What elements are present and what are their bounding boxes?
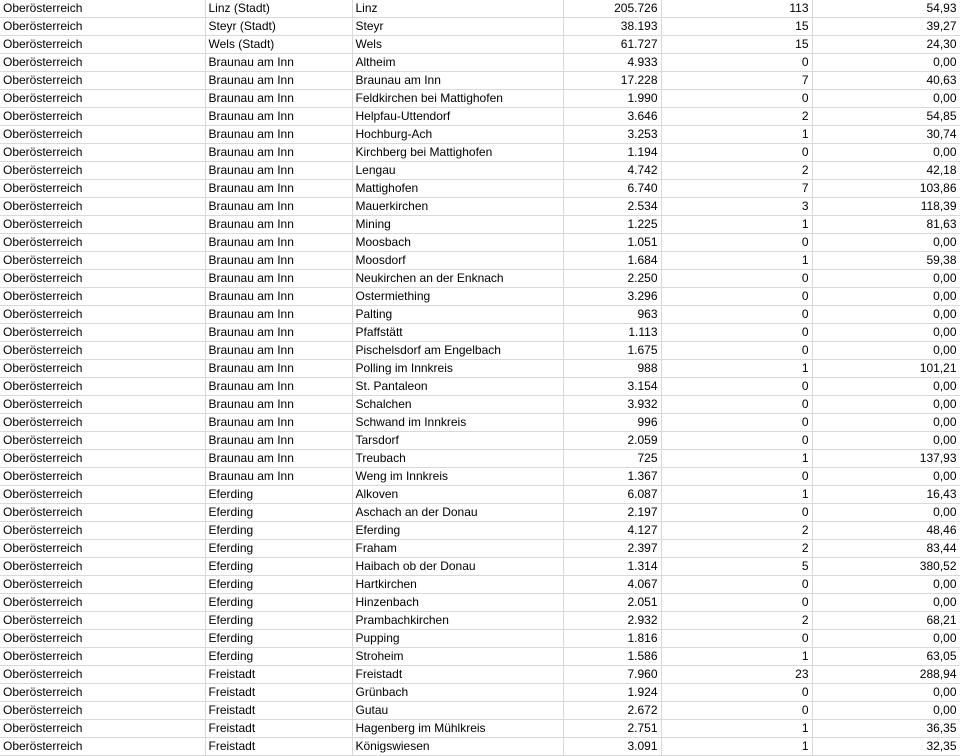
table-row [0, 216, 960, 234]
state-cell[interactable]: Oberösterreich [0, 36, 205, 54]
municipality-cell[interactable]: Stroheim [352, 648, 563, 666]
rate-cell[interactable]: 0,00 [812, 288, 960, 306]
municipality-cell[interactable]: Steyr [352, 18, 563, 36]
state-cell[interactable]: Oberösterreich [0, 522, 205, 540]
count-cell[interactable]: 15 [661, 18, 812, 36]
count-cell[interactable]: 2 [661, 162, 812, 180]
state-cell[interactable]: Oberösterreich [0, 72, 205, 90]
table-row [0, 414, 960, 432]
district-cell[interactable]: Eferding [205, 630, 352, 648]
table-row [0, 18, 960, 36]
rate-cell[interactable]: 118,39 [812, 198, 960, 216]
table-row [0, 288, 960, 306]
municipality-cell[interactable]: Polling im Innkreis [352, 360, 563, 378]
table-row [0, 180, 960, 198]
municipality-cell[interactable]: Linz [352, 0, 563, 18]
population-cell[interactable]: 1.367 [563, 468, 661, 486]
district-cell[interactable]: Freistadt [205, 738, 352, 756]
population-cell[interactable]: 2.672 [563, 702, 661, 720]
state-cell[interactable]: Oberösterreich [0, 576, 205, 594]
state-cell[interactable]: Oberösterreich [0, 180, 205, 198]
district-cell[interactable]: Braunau am Inn [205, 306, 352, 324]
district-cell[interactable]: Eferding [205, 594, 352, 612]
municipality-cell[interactable]: Moosbach [352, 234, 563, 252]
table-row [0, 522, 960, 540]
municipality-cell[interactable]: Feldkirchen bei Mattighofen [352, 90, 563, 108]
count-cell[interactable]: 2 [661, 612, 812, 630]
state-cell[interactable]: Oberösterreich [0, 504, 205, 522]
population-cell[interactable]: 725 [563, 450, 661, 468]
count-cell[interactable]: 0 [661, 270, 812, 288]
rate-cell[interactable]: 103,86 [812, 180, 960, 198]
rate-cell[interactable]: 0,00 [812, 576, 960, 594]
rate-cell[interactable]: 83,44 [812, 540, 960, 558]
count-cell[interactable]: 0 [661, 468, 812, 486]
table-row [0, 486, 960, 504]
municipality-cell[interactable]: Eferding [352, 522, 563, 540]
count-cell[interactable]: 0 [661, 288, 812, 306]
district-cell[interactable]: Braunau am Inn [205, 270, 352, 288]
state-cell[interactable]: Oberösterreich [0, 720, 205, 738]
table-row [0, 54, 960, 72]
rate-cell[interactable]: 0,00 [812, 306, 960, 324]
table-row [0, 162, 960, 180]
table-row [0, 468, 960, 486]
district-cell[interactable]: Braunau am Inn [205, 450, 352, 468]
rate-cell[interactable]: 40,63 [812, 72, 960, 90]
district-cell[interactable]: Braunau am Inn [205, 162, 352, 180]
rate-cell[interactable]: 0,00 [812, 342, 960, 360]
state-cell[interactable]: Oberösterreich [0, 378, 205, 396]
state-cell[interactable]: Oberösterreich [0, 18, 205, 36]
count-cell[interactable]: 113 [661, 0, 812, 18]
rate-cell[interactable]: 39,27 [812, 18, 960, 36]
count-cell[interactable]: 0 [661, 630, 812, 648]
population-cell[interactable]: 3.932 [563, 396, 661, 414]
state-cell[interactable]: Oberösterreich [0, 540, 205, 558]
rate-cell[interactable]: 63,05 [812, 648, 960, 666]
municipality-cell[interactable]: Alkoven [352, 486, 563, 504]
district-cell[interactable]: Eferding [205, 522, 352, 540]
rate-cell[interactable]: 0,00 [812, 396, 960, 414]
rate-cell[interactable]: 0,00 [812, 630, 960, 648]
district-cell[interactable]: Braunau am Inn [205, 396, 352, 414]
district-cell[interactable]: Braunau am Inn [205, 144, 352, 162]
district-cell[interactable]: Braunau am Inn [205, 432, 352, 450]
district-cell[interactable]: Wels (Stadt) [205, 36, 352, 54]
state-cell[interactable]: Oberösterreich [0, 306, 205, 324]
state-cell[interactable]: Oberösterreich [0, 468, 205, 486]
count-cell[interactable]: 2 [661, 108, 812, 126]
district-cell[interactable]: Eferding [205, 612, 352, 630]
population-cell[interactable]: 4.067 [563, 576, 661, 594]
population-cell[interactable]: 4.127 [563, 522, 661, 540]
state-cell[interactable]: Oberösterreich [0, 648, 205, 666]
rate-cell[interactable]: 16,43 [812, 486, 960, 504]
count-cell[interactable]: 7 [661, 180, 812, 198]
population-cell[interactable]: 1.225 [563, 216, 661, 234]
state-cell[interactable]: Oberösterreich [0, 486, 205, 504]
municipality-cell[interactable]: Mauerkirchen [352, 198, 563, 216]
district-cell[interactable]: Braunau am Inn [205, 234, 352, 252]
table-row [0, 360, 960, 378]
population-cell[interactable]: 1.113 [563, 324, 661, 342]
rate-cell[interactable]: 0,00 [812, 324, 960, 342]
state-cell[interactable]: Oberösterreich [0, 108, 205, 126]
municipality-cell[interactable]: Königswiesen [352, 738, 563, 756]
district-cell[interactable]: Freistadt [205, 702, 352, 720]
table-row [0, 144, 960, 162]
state-cell[interactable]: Oberösterreich [0, 450, 205, 468]
rate-cell[interactable]: 42,18 [812, 162, 960, 180]
rate-cell[interactable]: 30,74 [812, 126, 960, 144]
state-cell[interactable]: Oberösterreich [0, 216, 205, 234]
district-cell[interactable]: Braunau am Inn [205, 108, 352, 126]
municipality-cell[interactable]: Pischelsdorf am Engelbach [352, 342, 563, 360]
district-cell[interactable]: Braunau am Inn [205, 54, 352, 72]
district-cell[interactable]: Freistadt [205, 720, 352, 738]
table-row [0, 594, 960, 612]
population-cell[interactable]: 1.684 [563, 252, 661, 270]
table-row [0, 450, 960, 468]
municipality-cell[interactable]: Hochburg-Ach [352, 126, 563, 144]
rate-cell[interactable]: 54,93 [812, 0, 960, 18]
district-cell[interactable]: Braunau am Inn [205, 180, 352, 198]
district-cell[interactable]: Eferding [205, 540, 352, 558]
population-cell[interactable]: 996 [563, 414, 661, 432]
municipality-cell[interactable]: Neukirchen an der Enknach [352, 270, 563, 288]
municipality-cell[interactable]: Haibach ob der Donau [352, 558, 563, 576]
rate-cell[interactable]: 48,46 [812, 522, 960, 540]
municipality-cell[interactable]: Mattighofen [352, 180, 563, 198]
population-cell[interactable]: 3.296 [563, 288, 661, 306]
district-cell[interactable]: Braunau am Inn [205, 378, 352, 396]
count-cell[interactable]: 0 [661, 432, 812, 450]
municipality-cell[interactable]: Altheim [352, 54, 563, 72]
table-row [0, 540, 960, 558]
district-cell[interactable]: Eferding [205, 486, 352, 504]
count-cell[interactable]: 0 [661, 342, 812, 360]
district-cell[interactable]: Braunau am Inn [205, 216, 352, 234]
count-cell[interactable]: 0 [661, 324, 812, 342]
table-row [0, 702, 960, 720]
population-cell[interactable]: 1.586 [563, 648, 661, 666]
table-row [0, 630, 960, 648]
rate-cell[interactable]: 0,00 [812, 54, 960, 72]
count-cell[interactable]: 1 [661, 486, 812, 504]
table-row [0, 576, 960, 594]
state-cell[interactable]: Oberösterreich [0, 324, 205, 342]
municipality-cell[interactable]: Tarsdorf [352, 432, 563, 450]
count-cell[interactable]: 0 [661, 504, 812, 522]
district-cell[interactable]: Braunau am Inn [205, 360, 352, 378]
population-cell[interactable]: 3.154 [563, 378, 661, 396]
table-row [0, 72, 960, 90]
state-cell[interactable]: Oberösterreich [0, 288, 205, 306]
district-cell[interactable]: Eferding [205, 576, 352, 594]
population-cell[interactable]: 4.933 [563, 54, 661, 72]
municipality-cell[interactable]: Weng im Innkreis [352, 468, 563, 486]
rate-cell[interactable]: 288,94 [812, 666, 960, 684]
rate-cell[interactable]: 137,93 [812, 450, 960, 468]
municipality-cell[interactable]: Ostermiething [352, 288, 563, 306]
population-cell[interactable]: 3.091 [563, 738, 661, 756]
count-cell[interactable]: 0 [661, 576, 812, 594]
rate-cell[interactable]: 0,00 [812, 378, 960, 396]
table-row [0, 306, 960, 324]
count-cell[interactable]: 0 [661, 90, 812, 108]
municipality-cell[interactable]: Helpfau-Uttendorf [352, 108, 563, 126]
rate-cell[interactable]: 0,00 [812, 504, 960, 522]
population-cell[interactable]: 963 [563, 306, 661, 324]
municipality-cell[interactable]: Freistadt [352, 666, 563, 684]
rate-cell[interactable]: 101,21 [812, 360, 960, 378]
population-cell[interactable]: 38.193 [563, 18, 661, 36]
rate-cell[interactable]: 0,00 [812, 702, 960, 720]
population-cell[interactable]: 1.675 [563, 342, 661, 360]
municipality-cell[interactable]: Hagenberg im Mühlkreis [352, 720, 563, 738]
population-cell[interactable]: 6.087 [563, 486, 661, 504]
district-cell[interactable]: Braunau am Inn [205, 72, 352, 90]
state-cell[interactable]: Oberösterreich [0, 162, 205, 180]
population-cell[interactable]: 1.924 [563, 684, 661, 702]
state-cell[interactable]: Oberösterreich [0, 630, 205, 648]
table-row [0, 252, 960, 270]
table-row [0, 270, 960, 288]
municipality-cell[interactable]: Treubach [352, 450, 563, 468]
population-cell[interactable]: 1.816 [563, 630, 661, 648]
count-cell[interactable]: 1 [661, 738, 812, 756]
rate-cell[interactable]: 59,38 [812, 252, 960, 270]
municipality-cell[interactable]: Gutau [352, 702, 563, 720]
municipality-cell[interactable]: Hartkirchen [352, 576, 563, 594]
count-cell[interactable]: 1 [661, 216, 812, 234]
count-cell[interactable]: 7 [661, 72, 812, 90]
table-row [0, 558, 960, 576]
state-cell[interactable]: Oberösterreich [0, 234, 205, 252]
district-cell[interactable]: Braunau am Inn [205, 252, 352, 270]
state-cell[interactable]: Oberösterreich [0, 396, 205, 414]
municipality-cell[interactable]: Aschach an der Donau [352, 504, 563, 522]
state-cell[interactable]: Oberösterreich [0, 558, 205, 576]
municipality-cell[interactable]: Hinzenbach [352, 594, 563, 612]
population-cell[interactable]: 2.059 [563, 432, 661, 450]
rate-cell[interactable]: 380,52 [812, 558, 960, 576]
population-cell[interactable]: 2.250 [563, 270, 661, 288]
population-cell[interactable]: 1.314 [563, 558, 661, 576]
population-cell[interactable]: 61.727 [563, 36, 661, 54]
count-cell[interactable]: 0 [661, 414, 812, 432]
district-cell[interactable]: Braunau am Inn [205, 324, 352, 342]
table-row [0, 108, 960, 126]
state-cell[interactable]: Oberösterreich [0, 414, 205, 432]
municipality-cell[interactable]: Schalchen [352, 396, 563, 414]
district-cell[interactable]: Eferding [205, 648, 352, 666]
population-cell[interactable]: 1.990 [563, 90, 661, 108]
municipality-cell[interactable]: Schwand im Innkreis [352, 414, 563, 432]
population-cell[interactable]: 2.197 [563, 504, 661, 522]
district-cell[interactable]: Steyr (Stadt) [205, 18, 352, 36]
municipality-cell[interactable]: St. Pantaleon [352, 378, 563, 396]
municipality-cell[interactable]: Fraham [352, 540, 563, 558]
table-row [0, 666, 960, 684]
count-cell[interactable]: 0 [661, 234, 812, 252]
count-cell[interactable]: 2 [661, 522, 812, 540]
population-cell[interactable]: 2.051 [563, 594, 661, 612]
municipality-cell[interactable]: Moosdorf [352, 252, 563, 270]
table-row [0, 234, 960, 252]
state-cell[interactable]: Oberösterreich [0, 360, 205, 378]
count-cell[interactable]: 15 [661, 36, 812, 54]
count-cell[interactable]: 1 [661, 360, 812, 378]
district-cell[interactable]: Braunau am Inn [205, 342, 352, 360]
rate-cell[interactable]: 0,00 [812, 90, 960, 108]
count-cell[interactable]: 1 [661, 648, 812, 666]
state-cell[interactable]: Oberösterreich [0, 666, 205, 684]
district-cell[interactable]: Freistadt [205, 684, 352, 702]
district-cell[interactable]: Braunau am Inn [205, 414, 352, 432]
table-row [0, 0, 960, 18]
rate-cell[interactable]: 54,85 [812, 108, 960, 126]
count-cell[interactable]: 23 [661, 666, 812, 684]
table-row [0, 612, 960, 630]
state-cell[interactable]: Oberösterreich [0, 144, 205, 162]
rate-cell[interactable]: 0,00 [812, 468, 960, 486]
count-cell[interactable]: 1 [661, 252, 812, 270]
municipality-cell[interactable]: Wels [352, 36, 563, 54]
count-cell[interactable]: 1 [661, 450, 812, 468]
rate-cell[interactable]: 24,30 [812, 36, 960, 54]
state-cell[interactable]: Oberösterreich [0, 0, 205, 18]
table-row [0, 684, 960, 702]
table-row [0, 90, 960, 108]
table-row [0, 738, 960, 756]
municipality-cell[interactable]: Grünbach [352, 684, 563, 702]
state-cell[interactable]: Oberösterreich [0, 126, 205, 144]
table-row [0, 126, 960, 144]
state-cell[interactable]: Oberösterreich [0, 702, 205, 720]
rate-cell[interactable]: 0,00 [812, 414, 960, 432]
municipality-cell[interactable]: Palting [352, 306, 563, 324]
count-cell[interactable]: 0 [661, 306, 812, 324]
population-cell[interactable]: 1.194 [563, 144, 661, 162]
table-row [0, 342, 960, 360]
district-cell[interactable]: Braunau am Inn [205, 126, 352, 144]
count-cell[interactable]: 0 [661, 378, 812, 396]
state-cell[interactable]: Oberösterreich [0, 684, 205, 702]
state-cell[interactable]: Oberösterreich [0, 54, 205, 72]
table-row [0, 504, 960, 522]
count-cell[interactable]: 0 [661, 702, 812, 720]
count-cell[interactable]: 1 [661, 720, 812, 738]
population-cell[interactable]: 1.051 [563, 234, 661, 252]
state-cell[interactable]: Oberösterreich [0, 612, 205, 630]
rate-cell[interactable]: 32,35 [812, 738, 960, 756]
rate-cell[interactable]: 0,00 [812, 432, 960, 450]
population-cell[interactable]: 2.932 [563, 612, 661, 630]
population-cell[interactable]: 988 [563, 360, 661, 378]
rate-cell[interactable]: 68,21 [812, 612, 960, 630]
population-cell[interactable]: 205.726 [563, 0, 661, 18]
state-cell[interactable]: Oberösterreich [0, 198, 205, 216]
municipality-cell[interactable]: Pupping [352, 630, 563, 648]
population-cell[interactable]: 6.740 [563, 180, 661, 198]
rate-cell[interactable]: 0,00 [812, 144, 960, 162]
count-cell[interactable]: 0 [661, 594, 812, 612]
municipality-cell[interactable]: Prambachkirchen [352, 612, 563, 630]
population-cell[interactable]: 17.228 [563, 72, 661, 90]
count-cell[interactable]: 1 [661, 126, 812, 144]
population-cell[interactable]: 4.742 [563, 162, 661, 180]
municipality-cell[interactable]: Lengau [352, 162, 563, 180]
state-cell[interactable]: Oberösterreich [0, 342, 205, 360]
table-row [0, 36, 960, 54]
table-row [0, 324, 960, 342]
table-row [0, 648, 960, 666]
count-cell[interactable]: 0 [661, 396, 812, 414]
district-cell[interactable]: Eferding [205, 558, 352, 576]
state-cell[interactable]: Oberösterreich [0, 432, 205, 450]
count-cell[interactable]: 0 [661, 684, 812, 702]
district-cell[interactable]: Linz (Stadt) [205, 0, 352, 18]
count-cell[interactable]: 0 [661, 144, 812, 162]
population-cell[interactable]: 7.960 [563, 666, 661, 684]
municipality-cell[interactable]: Mining [352, 216, 563, 234]
municipality-cell[interactable]: Kirchberg bei Mattighofen [352, 144, 563, 162]
municipality-cell[interactable]: Pfaffstätt [352, 324, 563, 342]
district-cell[interactable]: Eferding [205, 504, 352, 522]
table-row [0, 432, 960, 450]
table-row [0, 396, 960, 414]
rate-cell[interactable]: 81,63 [812, 216, 960, 234]
count-cell[interactable]: 5 [661, 558, 812, 576]
state-cell[interactable]: Oberösterreich [0, 90, 205, 108]
district-cell[interactable]: Braunau am Inn [205, 468, 352, 486]
table-row [0, 378, 960, 396]
rate-cell[interactable]: 36,35 [812, 720, 960, 738]
rate-cell[interactable]: 0,00 [812, 684, 960, 702]
state-cell[interactable]: Oberösterreich [0, 738, 205, 756]
district-cell[interactable]: Braunau am Inn [205, 90, 352, 108]
table-row [0, 198, 960, 216]
state-cell[interactable]: Oberösterreich [0, 252, 205, 270]
rate-cell[interactable]: 0,00 [812, 234, 960, 252]
district-cell[interactable]: Braunau am Inn [205, 198, 352, 216]
district-cell[interactable]: Braunau am Inn [205, 288, 352, 306]
count-cell[interactable]: 3 [661, 198, 812, 216]
rate-cell[interactable]: 0,00 [812, 270, 960, 288]
state-cell[interactable]: Oberösterreich [0, 594, 205, 612]
rate-cell[interactable]: 0,00 [812, 594, 960, 612]
population-cell[interactable]: 3.646 [563, 108, 661, 126]
count-cell[interactable]: 2 [661, 540, 812, 558]
population-cell[interactable]: 3.253 [563, 126, 661, 144]
population-cell[interactable]: 2.751 [563, 720, 661, 738]
count-cell[interactable]: 0 [661, 54, 812, 72]
municipality-cell[interactable]: Braunau am Inn [352, 72, 563, 90]
district-cell[interactable]: Freistadt [205, 666, 352, 684]
population-cell[interactable]: 2.397 [563, 540, 661, 558]
population-cell[interactable]: 2.534 [563, 198, 661, 216]
state-cell[interactable]: Oberösterreich [0, 270, 205, 288]
table-row [0, 720, 960, 738]
